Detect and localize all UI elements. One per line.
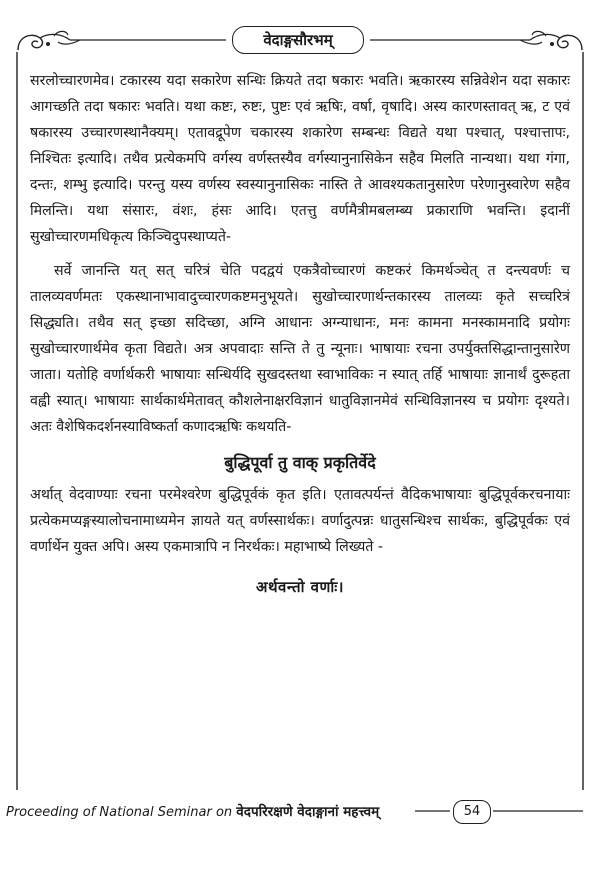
page-number: 54	[453, 800, 491, 824]
footer-seminar-title: वेदपरिरक्षणे वेदाङ्गानां महत्त्वम्	[236, 804, 380, 820]
page-footer	[6, 798, 586, 826]
body-paragraph-1: सरलोच्चारणमेव। टकारस्य यदा सकारेण सन्धिः क्रियते तदा षकारः भवति। ऋकारस्य सन्निवेशेन यदा सकारः आगच्छति तदा षकारः भवति। यथा कष्टः, रुष्टः, पुष्टः एवं ऋषिः, वर्षा, वृषादि। अस्य कारणस्तावत् ऋ, ट एवं षकारस्य उच्चारणस्थानैक्यम्। एतावद्रूपेण चकारस्य शकारेण सम्बन्धः विद्यते यथा पश्चात्, पश्चात्तापः, निश्चितः इत्यादि। तथैव प्रत्येकमपि वर्गस्य वर्णस्तस्यैव वर्गस्यानुनासिकेन सहैव मिलति नान्यथा। यथा गंगा, दन्तः, शम्भु इत्यादि। परन्तु यस्य वर्णस्य स्वस्यानुनासिकः नास्ति ते आवश्यकतानुसारेण परेणानुस्वारेण सहैव मिलन्ति। यथा संसारः, वंशः, हंसः आदि। एतत्तु वर्णमैत्रीमबलम्ब्य प्रकाराणि भवन्ति। इदानीं सुखोच्चारणमधिकृत्य किञ्चिदुपस्थाप्यते-	[30, 73, 570, 245]
quoted-verse-1: बुद्धिपूर्वा तु वाक् प्रकृतिर्वेदे	[224, 453, 376, 472]
body-paragraph-3: अर्थात् वेदवाण्याः रचना परमेश्वरेण बुद्धिपूर्वकं कृत इति। एतावत्पर्यन्तं वैदिकभाषायाः बुद्धिपूर्वकरचनायाः प्रत्येकमप्यङ्गस्यालोचनामाध्यमेन ज्ञायते यत् वर्णस्सार्थकः। वर्णादुत्पन्नः धातुसन्धिश्च सार्थकः, बुद्धिपूर्वकः एवं वर्णार्थेन युक्त अपि। अस्य एकमात्रापि न निरर्थकः। महाभाष्ये लिख्यते -	[30, 487, 570, 555]
footer-prefix: Proceeding of National Seminar on	[6, 805, 237, 820]
body-paragraph-2: सर्वे जानन्ति यत् सत् चरित्रं चेति पदद्वयं एकत्रैवोच्चारणं कष्टकरं किमर्थञ्चेत् त दन्त्यवर्णः च तालव्यवर्णमतः एकस्थानाभावादुच्चारणकष्टमनुभूयते। सुखोच्चारणार्थन्तकारस्य तालव्यः कृते सच्चरित्रं सिद्ध्यति। तथैव सत् इच्छा सदिच्छा, अग्नि आधानः अग्न्याधानः, मनः कामना मनस्कामनादि प्रयोगः सुखोच्चारणार्थमेव कृता विद्यते। अत्र अपवादाः सन्ति ते तु न्यूनाः। भाषायाः रचना उपर्युक्तसिद्धान्तानुसारेण जाता। यतोहि वर्णार्थकरी भाषायाः सन्धिर्यदि सुखदस्तथा स्वाभाविकः न स्यात् तर्हि भाषायाः ज्ञानार्थं दुरूहता वह्वी स्यात्। भाषायाः सार्थकार्थमेतावत् कौशलेनाक्षरविज्ञानं धातुविज्ञानमेवं सन्धिविज्ञानस्य च प्रयोगः दृश्यते। अतः वैशेषिकदर्शनस्याविष्कर्ता कणादऋषिः कथयति-	[30, 263, 570, 435]
quoted-verse-2: अर्थवन्तो वर्णाः।	[256, 578, 344, 596]
header-ornament-right-icon	[516, 26, 586, 56]
header-ornament-left-icon	[14, 26, 84, 56]
running-header-title: वेदाङ्गसौरभम्	[232, 26, 364, 54]
page-body	[30, 68, 570, 600]
